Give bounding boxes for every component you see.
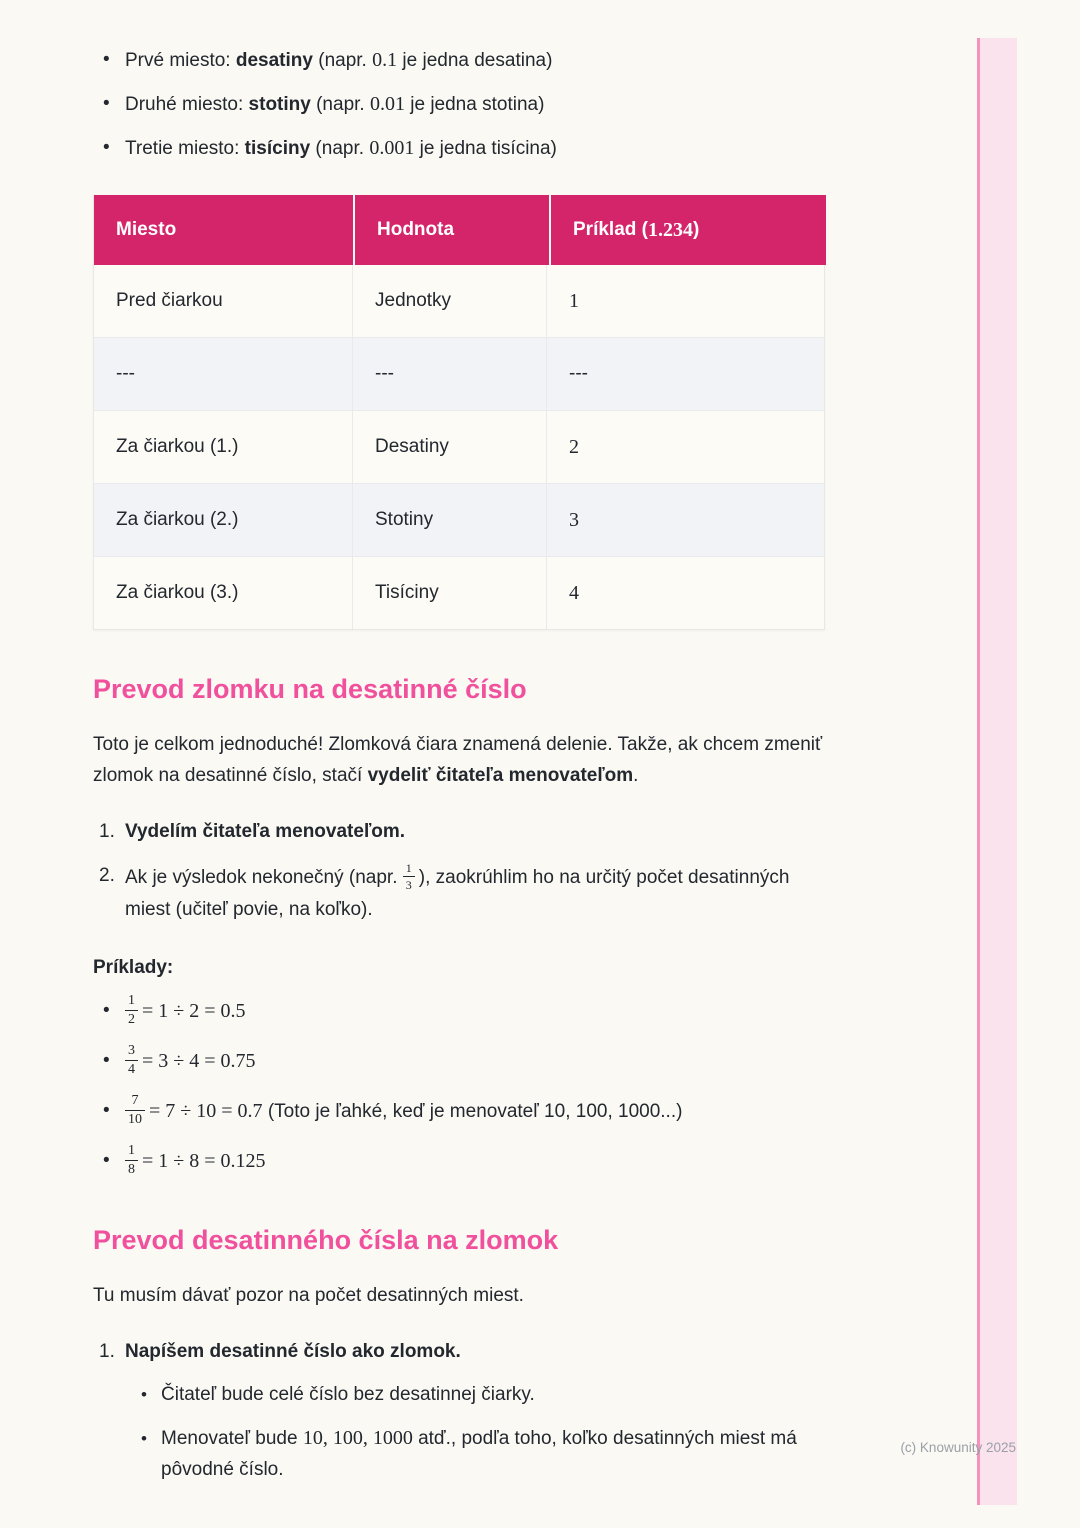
- list-item-bold: stotiny: [248, 94, 311, 115]
- fraction-denominator: 10: [125, 1110, 145, 1127]
- fraction: [125, 1093, 145, 1127]
- table-cell: ---: [353, 338, 547, 410]
- table-header-cell: [551, 195, 826, 265]
- list-item-text: Prvé miesto:: [125, 50, 236, 71]
- example-note: (Toto je ľahké, keď je menovateľ 10, 100, 1000...): [262, 1101, 683, 1123]
- example-equation: = 3 ÷ 4 = 0.75: [142, 1050, 256, 1073]
- sub-bullet-text: Menovateľ bude: [161, 1428, 303, 1449]
- table-header-cell: Miesto: [94, 195, 353, 265]
- table-header-cell: Hodnota: [355, 195, 549, 265]
- list-item-text: je jedna tisícina): [414, 138, 557, 159]
- list-item-bold: tisíciny: [244, 138, 311, 159]
- fraction-denominator: 2: [125, 1010, 138, 1027]
- math-number: 0.001: [369, 137, 415, 159]
- example-equation: = 7 ÷ 10 = 0.7: [149, 1100, 263, 1123]
- fraction-numerator: • 7: [131, 1093, 139, 1108]
- table-cell: Za čiarkou (1.): [94, 411, 353, 483]
- table-row: [94, 265, 824, 337]
- table-cell: Jednotky: [353, 265, 547, 337]
- table-cell: 1: [569, 289, 579, 312]
- steps-list: [93, 817, 833, 925]
- fraction-denominator: 3: [403, 876, 415, 891]
- table-cell: Za čiarkou (3.): [94, 557, 353, 629]
- fraction: [125, 1043, 138, 1077]
- step-number: 1.: [99, 821, 115, 842]
- step-item: [99, 817, 833, 847]
- sub-bullet-list: [125, 1379, 833, 1485]
- list-item-text: Druhé miesto:: [125, 94, 249, 115]
- table-header-row: [94, 195, 824, 265]
- page-edge-stripe: [977, 38, 1017, 1505]
- table-row: [94, 337, 824, 410]
- math-number: 0.1: [372, 49, 398, 71]
- fraction: [125, 993, 138, 1027]
- list-item-text: je jedna desatina): [397, 50, 553, 71]
- step-item: [99, 1337, 833, 1485]
- steps-list: [93, 1337, 833, 1485]
- list-item-text: Tretie miesto:: [125, 138, 245, 159]
- fraction-numerator: 1: [405, 861, 412, 875]
- example-equation: = 1 ÷ 8 = 0.125: [142, 1150, 266, 1173]
- list-item-text: je jedna stotina): [404, 94, 545, 115]
- table-row: [94, 410, 824, 483]
- example-equation: = 1 ÷ 2 = 0.5: [142, 1000, 246, 1023]
- table-header-text: Príklad (: [573, 219, 648, 240]
- table-cell: 2: [569, 435, 579, 458]
- step-item: [99, 861, 833, 925]
- step-bold-text: Napíšem desatinné číslo ako zlomok.: [125, 1341, 461, 1362]
- math-number: 10, 100, 1000: [302, 1427, 413, 1449]
- paragraph-bold: vydeliť čitateľa menovateľom: [367, 765, 634, 786]
- list-item: [125, 134, 833, 163]
- math-number: 0.01: [369, 93, 405, 115]
- table-row: [94, 556, 824, 629]
- paragraph: [93, 729, 833, 791]
- list-item-bold: desatiny: [235, 50, 313, 71]
- table-cell: Desatiny: [353, 411, 547, 483]
- list-item: [125, 46, 833, 75]
- example-item: [125, 1093, 833, 1131]
- examples-label: Príklady:: [93, 957, 174, 978]
- fraction-numerator: • 1: [128, 993, 135, 1008]
- list-item-text: (napr.: [310, 138, 370, 159]
- table-cell: ---: [569, 363, 588, 384]
- section-heading-fraction-to-decimal: Prevod zlomku na desatinné číslo: [93, 674, 527, 704]
- table-cell: ---: [94, 338, 353, 410]
- fraction-denominator: 4: [125, 1060, 138, 1077]
- list-item: [125, 90, 833, 119]
- example-item: [125, 1143, 833, 1181]
- table-cell: Tisíciny: [353, 557, 547, 629]
- list-item-text: (napr.: [310, 94, 370, 115]
- table-cell: Pred čiarkou: [94, 265, 353, 337]
- table-cell: 4: [569, 581, 579, 604]
- list-item-text: (napr.: [312, 50, 373, 71]
- example-item: [125, 1043, 833, 1081]
- table-cell: Za čiarkou (2.): [94, 484, 353, 556]
- table-row: [94, 483, 824, 556]
- table-header-text: ): [692, 219, 700, 240]
- section-heading-decimal-to-fraction: Prevod desatinného čísla na zlomok: [93, 1225, 559, 1255]
- example-item: [125, 993, 833, 1031]
- step-text: Ak je výsledok nekonečný (napr.: [125, 867, 403, 889]
- table-cell: Stotiny: [353, 484, 547, 556]
- place-value-table: [93, 195, 825, 630]
- step-bold-text: Vydelím čitateľa menovateľom.: [125, 821, 406, 842]
- paragraph-text: .: [633, 765, 639, 786]
- sub-bullet-text: Čitateľ bude celé číslo bez desatinnej čiarky.: [161, 1384, 535, 1405]
- paragraph: Tu musím dávať pozor na počet desatinných miest.: [93, 1285, 524, 1306]
- paragraph-text: Toto je celkom jednoduché! Zlomková čiara znamená delenie. Takže, ak chcem zmeniť zlomok na desatinné číslo, stačí: [93, 734, 823, 786]
- decimal-places-list: [93, 46, 833, 163]
- sub-bullet-text: atď., podľa toho, koľko desatinných miest má pôvodné číslo.: [161, 1428, 797, 1480]
- sub-bullet-item: [161, 1379, 833, 1410]
- fraction: [125, 1143, 138, 1177]
- document-content: [93, 46, 833, 1499]
- math-number: 1.234: [647, 218, 693, 241]
- fraction: [403, 861, 415, 891]
- fraction-numerator: • 3: [128, 1043, 135, 1058]
- step-number: 2.: [99, 865, 115, 886]
- fraction-numerator: • 1: [128, 1143, 135, 1158]
- step-text: ), zaokrúhlim ho na určitý počet desatinných miest (učiteľ povie, na koľko).: [125, 867, 790, 920]
- step-number: 1.: [99, 1341, 115, 1362]
- copyright-notice: (c) Knowunity 2025: [900, 1440, 1016, 1455]
- examples-list: [93, 993, 833, 1181]
- fraction-denominator: 8: [125, 1160, 138, 1177]
- table-cell: 3: [569, 508, 579, 531]
- table-body: [94, 265, 824, 629]
